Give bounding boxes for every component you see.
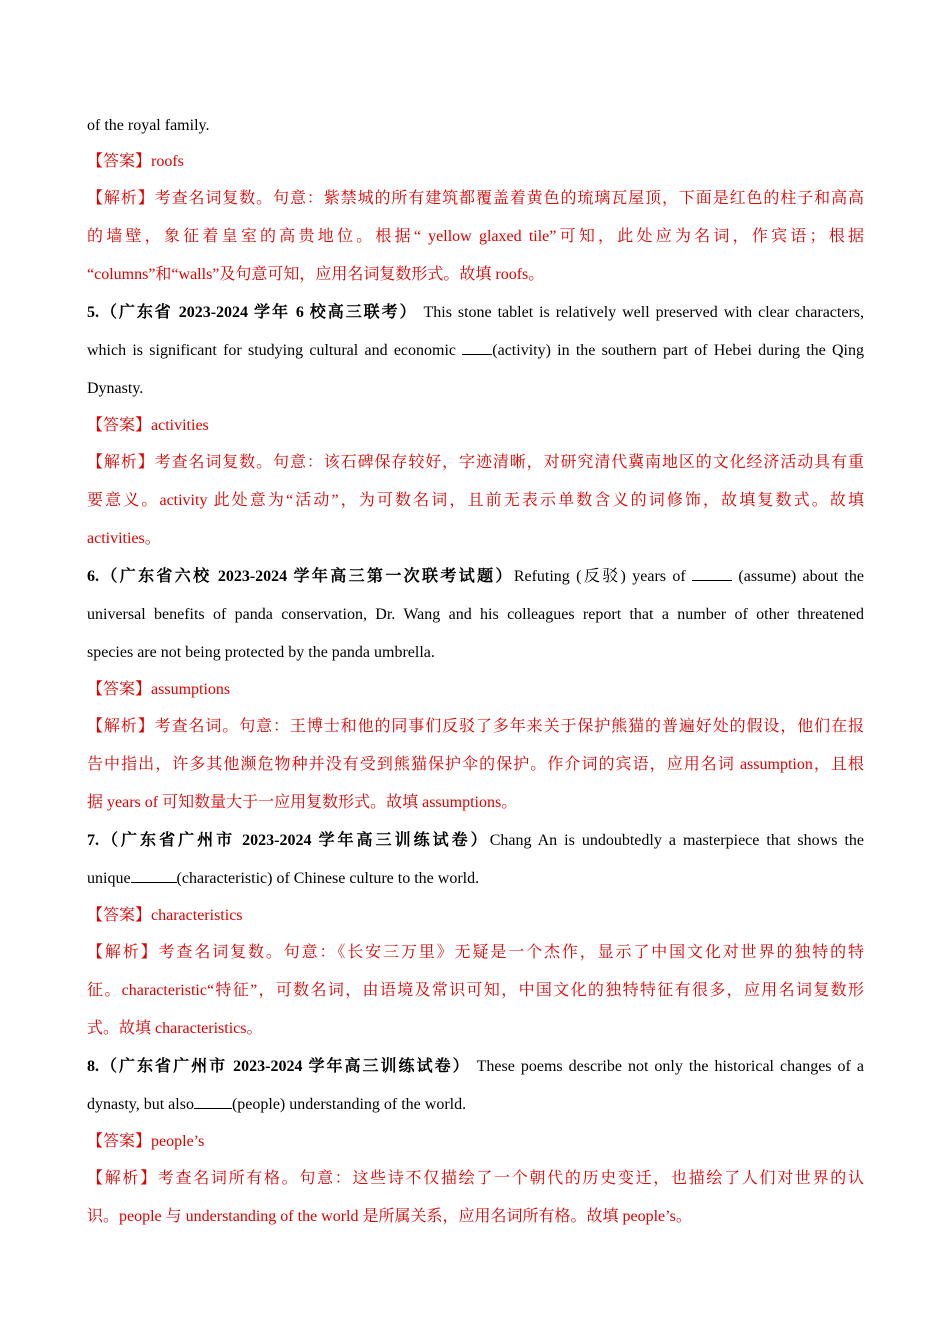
analysis-tag: 【解析】 xyxy=(87,454,155,471)
answer-blank xyxy=(692,566,732,581)
answer-value: assumptions xyxy=(151,681,231,698)
q7-stem-line-2: unique (characteristic) of Chinese culture to the world. xyxy=(87,870,480,887)
question-number: 8. xyxy=(87,1058,99,1075)
answer-blank xyxy=(462,340,492,355)
q4-analysis-line-1: 【解析】考查名词复数。句意：紫禁城的所有建筑都覆盖着黄色的琉璃瓦屋顶，下面是红色的柱子和高高 xyxy=(87,190,864,207)
question-number: 5. xyxy=(87,304,99,321)
q6-analysis-line-3: 据 years of 可知数量大于一应用复数形式。故填 assumptions。 xyxy=(87,794,518,811)
question-source: （广东省广州市 2023-2024 学年高三训练试卷） xyxy=(99,832,490,849)
question-number: 7. xyxy=(87,832,99,849)
answer-blank xyxy=(131,868,177,883)
answer-tag: 【答案】 xyxy=(87,907,152,924)
q7-analysis-line-2: 征。characteristic“特征”，可数名词，由语境及常识可知，中国文化的独特特征有很多，应用名词复数形 xyxy=(87,982,864,999)
q4-analysis-line-3: “columns”和“walls”及句意可知，应用名词复数形式。故填 roofs。 xyxy=(87,266,545,283)
q7-answer xyxy=(87,898,864,934)
answer-tag: 【答案】 xyxy=(87,1133,152,1150)
answer-value: people’s xyxy=(151,1133,205,1150)
q5-stem-line-3: Dynasty. xyxy=(87,380,144,397)
q5-analysis-line-3: activities。 xyxy=(87,530,161,547)
question-source: （广东省广州市 2023-2024 学年高三训练试卷） xyxy=(99,1058,471,1075)
question-source: （广东省 2023-2024 学年 6 校高三联考） xyxy=(99,304,418,321)
q6-answer xyxy=(87,672,864,708)
q8-stem-line-2: dynasty, but also (people) understanding of the world. xyxy=(87,1096,467,1113)
q6-analysis-line-1: 【解析】考查名词。句意：王博士和他的同事们反驳了多年来关于保护熊猫的普遍好处的假设，他们在报 xyxy=(87,718,864,735)
answer-tag: 【答案】 xyxy=(87,681,152,698)
answer-tag: 【答案】 xyxy=(87,417,152,434)
q8-stem-line-1: 8.（广东省广州市 2023-2024 学年高三训练试卷） These poems describe not only the historical changes of a xyxy=(87,1058,864,1075)
q6-analysis-line-2: 告中指出，许多其他濒危物种并没有受到熊猫保护伞的保护。作介词的宾语，应用名词 assumption，且根 xyxy=(87,756,864,773)
q5-stem-line-2: which is significant for studying cultural and economic (activity) in the southern part of Hebei during the Qing xyxy=(87,342,864,359)
answer-blank xyxy=(194,1094,232,1109)
q7-analysis-line-1: 【解析】考查名词复数。句意：《长安三万里》无疑是一个杰作，显示了中国文化对世界的独特的特 xyxy=(87,944,864,961)
q5-stem-line-1: 5.（广东省 2023-2024 学年 6 校高三联考） This stone tablet is relatively well preserved with clear characters, xyxy=(87,304,864,321)
q6-stem-line-3: species are not being protected by the panda umbrella. xyxy=(87,644,435,661)
q5-analysis-line-2: 要意义。activity 此处意为“活动”，为可数名词，且前无表示单数含义的词修饰，故填复数式。故填 xyxy=(87,492,864,509)
answer-value: characteristics xyxy=(151,907,243,924)
q6-stem-line-1: 6.（广东省六校 2023-2024 学年高三第一次联考试题）Refuting (反驳) years of (assume) about the xyxy=(87,568,864,585)
q4-analysis-line-2: 的墙壁，象征着皇室的高贵地位。根据“ yellow glaxed tile”可知，此处应为名词，作宾语；根据 xyxy=(87,228,864,245)
question-source: （广东省六校 2023-2024 学年高三第一次联考试题） xyxy=(99,568,514,585)
q8-analysis-line-2: 识。people 与 understanding of the world 是所属关系，应用名词所有格。故填 people’s。 xyxy=(87,1208,692,1225)
question-number: 6. xyxy=(87,568,99,585)
q8-answer xyxy=(87,1124,864,1160)
q4-stem-tail: of the royal family. xyxy=(87,117,210,134)
answer-value: activities xyxy=(151,417,209,434)
answer-value: roofs xyxy=(151,153,184,170)
analysis-tag: 【解析】 xyxy=(87,944,159,961)
q4-answer xyxy=(87,144,864,180)
q8-analysis-line-1: 【解析】考查名词所有格。句意：这些诗不仅描绘了一个朝代的历史变迁，也描绘了人们对世界的认 xyxy=(87,1170,864,1187)
q7-stem-line-1: 7.（广东省广州市 2023-2024 学年高三训练试卷）Chang An is undoubtedly a masterpiece that shows the xyxy=(87,832,864,849)
analysis-tag: 【解析】 xyxy=(87,718,155,735)
q5-analysis-line-1: 【解析】考查名词复数。句意：该石碑保存较好，字迹清晰，对研究清代冀南地区的文化经济活动具有重 xyxy=(87,454,864,471)
q5-answer xyxy=(87,408,864,444)
answer-tag: 【答案】 xyxy=(87,153,152,170)
analysis-tag: 【解析】 xyxy=(87,190,155,207)
document-page xyxy=(87,108,864,1236)
q7-analysis-line-3: 式。故填 characteristics。 xyxy=(87,1020,263,1037)
analysis-tag: 【解析】 xyxy=(87,1170,158,1187)
q6-stem-line-2: universal benefits of panda conservation, Dr. Wang and his colleagues report that a number of other threatened xyxy=(87,606,864,623)
